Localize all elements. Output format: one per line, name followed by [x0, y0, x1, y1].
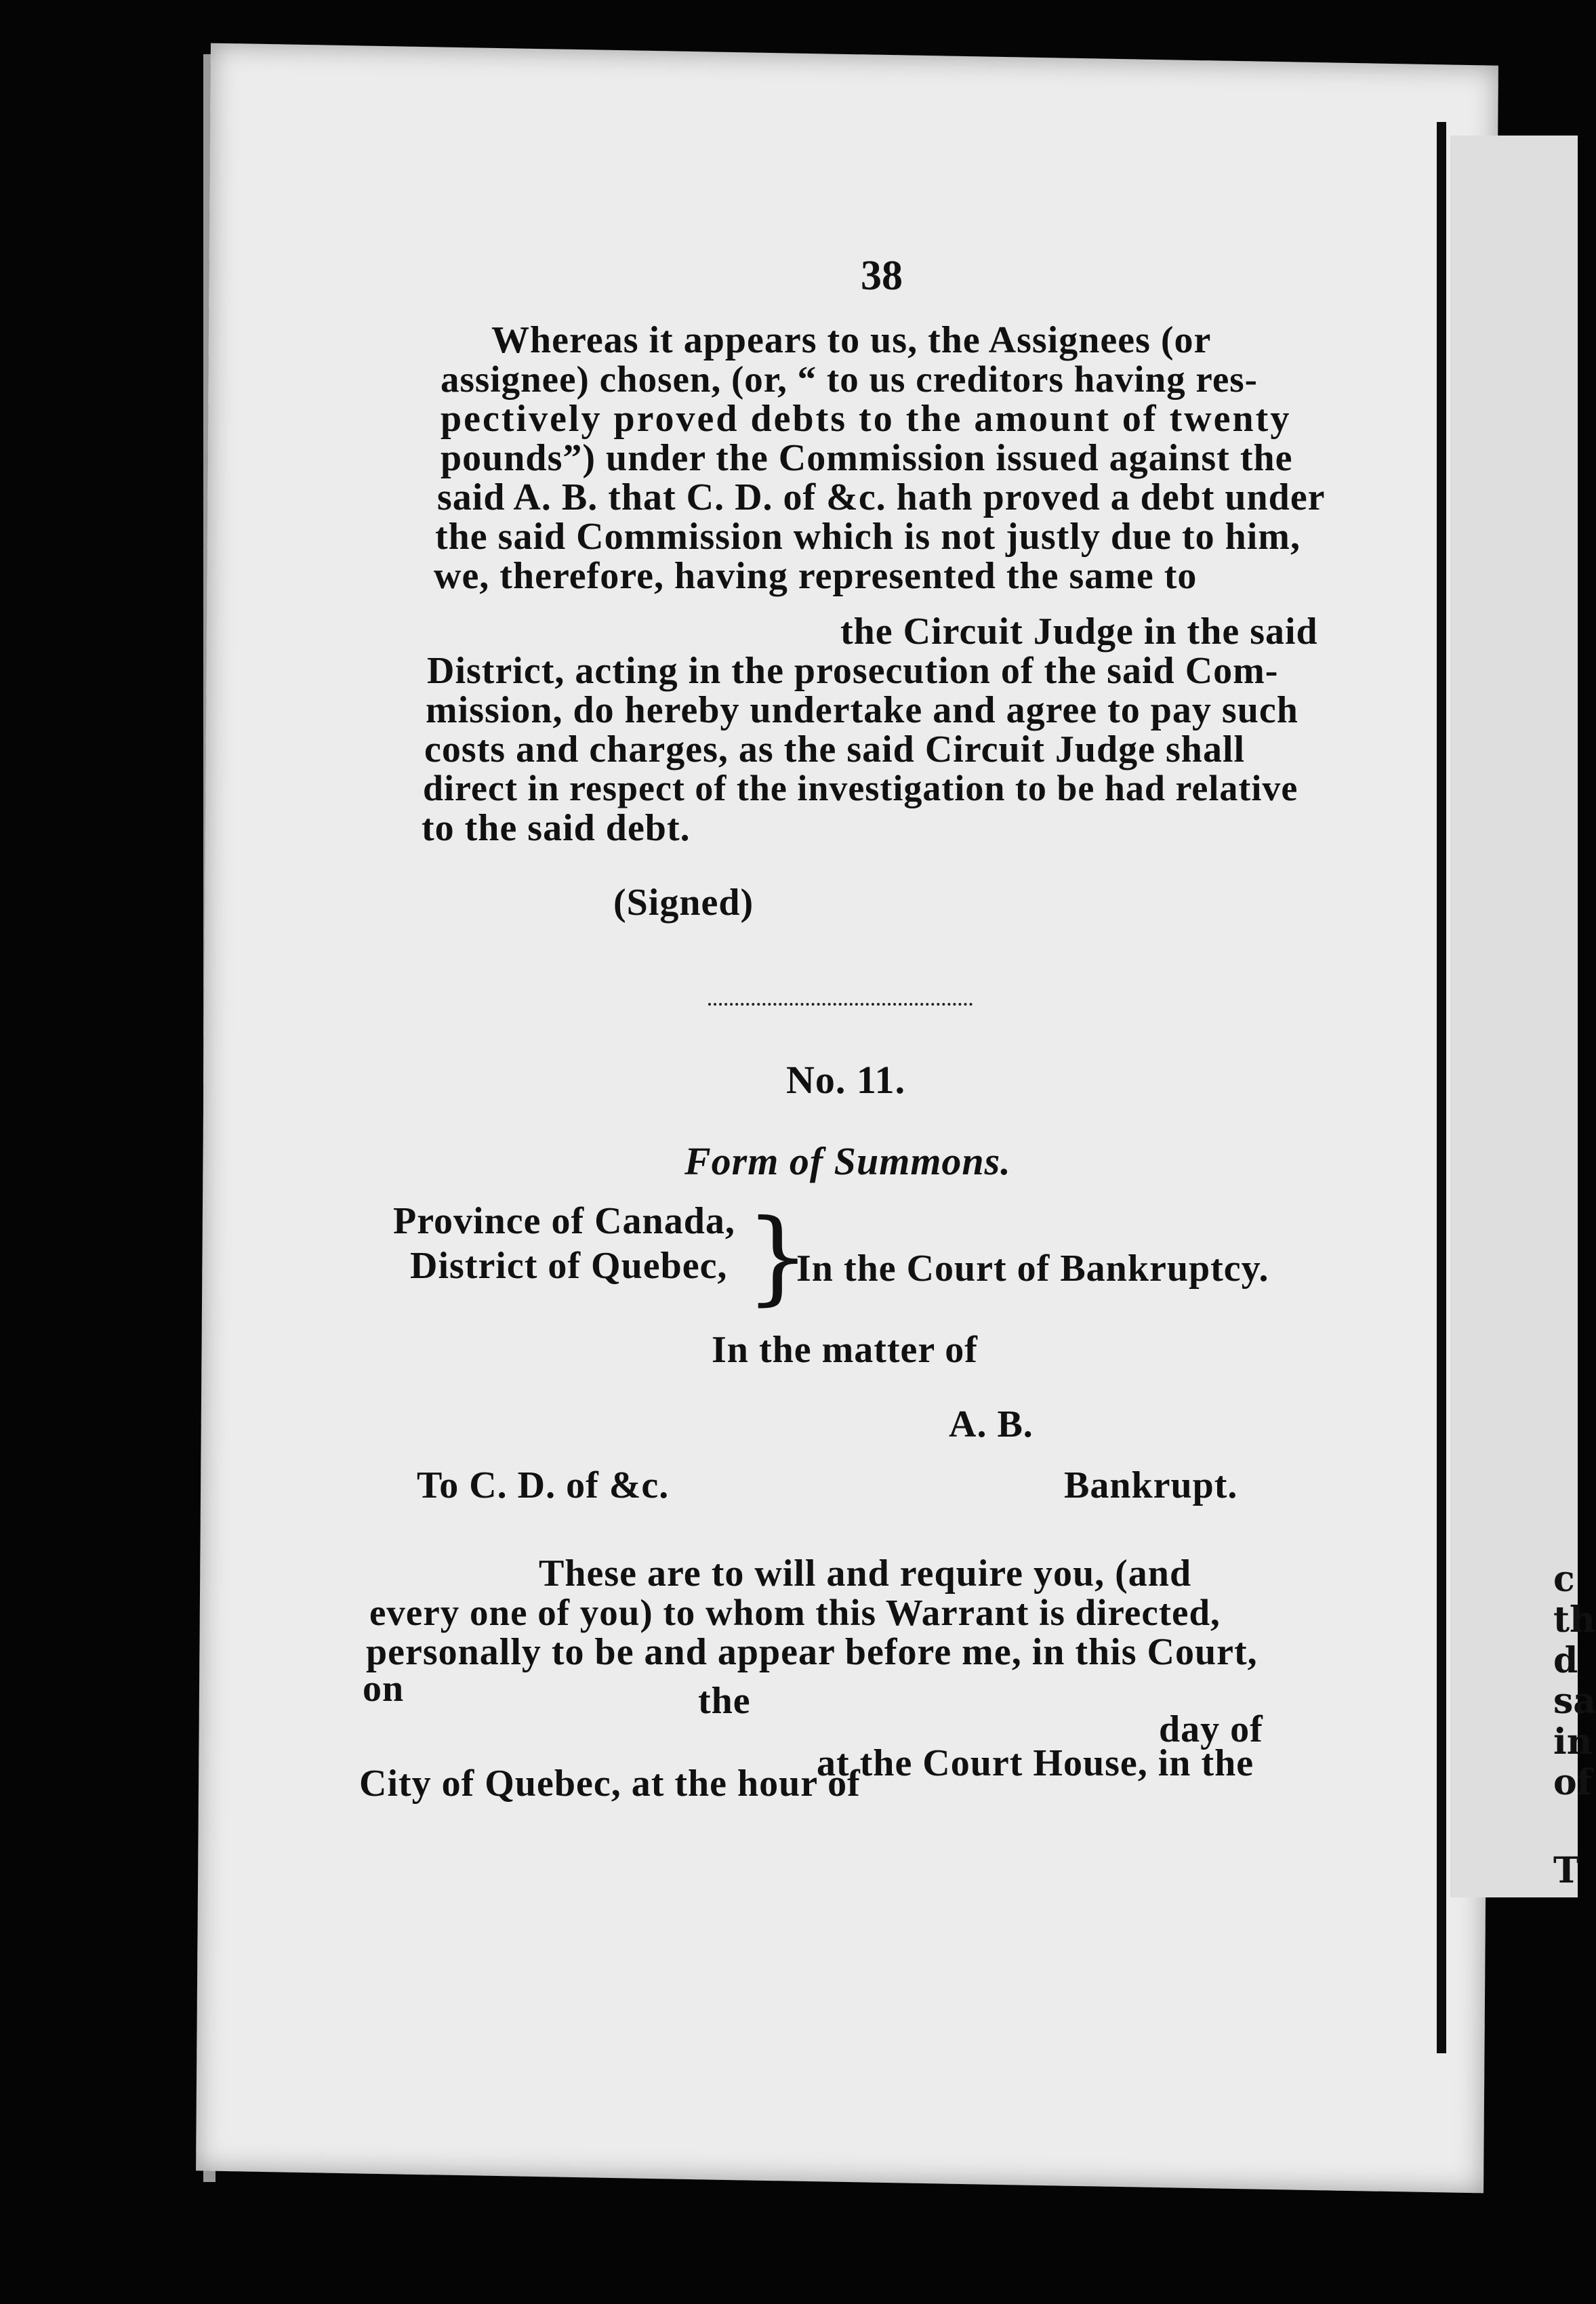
- facing-text-7: T: [1553, 1850, 1580, 1891]
- page-fold: [1437, 122, 1446, 2053]
- district-line: District of Quebec,: [410, 1245, 728, 1287]
- p2-line-1: These are to will and require you, (and: [539, 1552, 1192, 1595]
- court-name: In the Court of Bankruptcy.: [796, 1248, 1269, 1290]
- signed-label: (Signed): [613, 882, 754, 924]
- p1-line-3: pectively proved debts to the amount of twenty: [441, 398, 1292, 440]
- page-number: 38: [861, 253, 903, 299]
- p1-line-6: the said Commission which is not justly due to him,: [435, 516, 1301, 558]
- p2-line-6: day of: [1159, 1708, 1263, 1750]
- brace-icon: }: [745, 1198, 811, 1316]
- facing-text-3: d: [1553, 1640, 1578, 1681]
- facing-text-2: th: [1553, 1599, 1595, 1641]
- p1-line-12: direct in respect of the investigation to be had relative: [423, 768, 1298, 808]
- p1-line-11: costs and charges, as the said Circuit Judge shall: [424, 728, 1246, 770]
- p1-line-2: assignee) chosen, (or, “ to us creditors having res-: [441, 358, 1258, 400]
- to-line: To C. D. of &c.: [417, 1464, 670, 1506]
- p1-line-10: mission, do hereby undertake and agree to pay such: [426, 689, 1298, 731]
- p1-line-9: District, acting in the prosecution of the said Com-: [427, 650, 1279, 692]
- p2-line-5: the: [698, 1680, 751, 1722]
- p2-line-2: every one of you) to whom this Warrant is directed,: [369, 1592, 1221, 1633]
- p2-line-8: City of Quebec, at the hour of: [359, 1763, 861, 1805]
- form-number: No. 11.: [786, 1058, 906, 1102]
- bankrupt-label: Bankrupt.: [1064, 1464, 1238, 1506]
- facing-text-5: in: [1553, 1721, 1593, 1763]
- facing-text-6: of: [1553, 1762, 1593, 1803]
- p1-line-5: said A. B. that C. D. of &c. hath proved a debt under: [437, 476, 1326, 518]
- p1-line-13: to the said debt.: [422, 807, 691, 849]
- section-divider: [708, 1003, 973, 1011]
- p2-line-3: personally to be and appear before me, in this Court,: [366, 1631, 1258, 1673]
- p1-line-8: the Circuit Judge in the said: [840, 611, 1318, 653]
- facing-text-4: sa: [1553, 1681, 1596, 1722]
- bankrupt-name: A. B.: [949, 1403, 1034, 1445]
- form-title: Form of Summons.: [684, 1139, 1011, 1183]
- p2-line-7: at the Court House, in the: [817, 1742, 1254, 1784]
- province-line: Province of Canada,: [393, 1200, 735, 1242]
- matter-of: In the matter of: [712, 1329, 978, 1371]
- p1-line-7: we, therefore, having represented the same to: [434, 555, 1198, 597]
- p1-line-1: Whereas it appears to us, the Assignees (or: [491, 319, 1212, 361]
- facing-text-1: c: [1553, 1559, 1575, 1600]
- p2-line-4: on: [363, 1668, 405, 1710]
- p1-line-4: pounds”) under the Commission issued against the: [441, 437, 1293, 479]
